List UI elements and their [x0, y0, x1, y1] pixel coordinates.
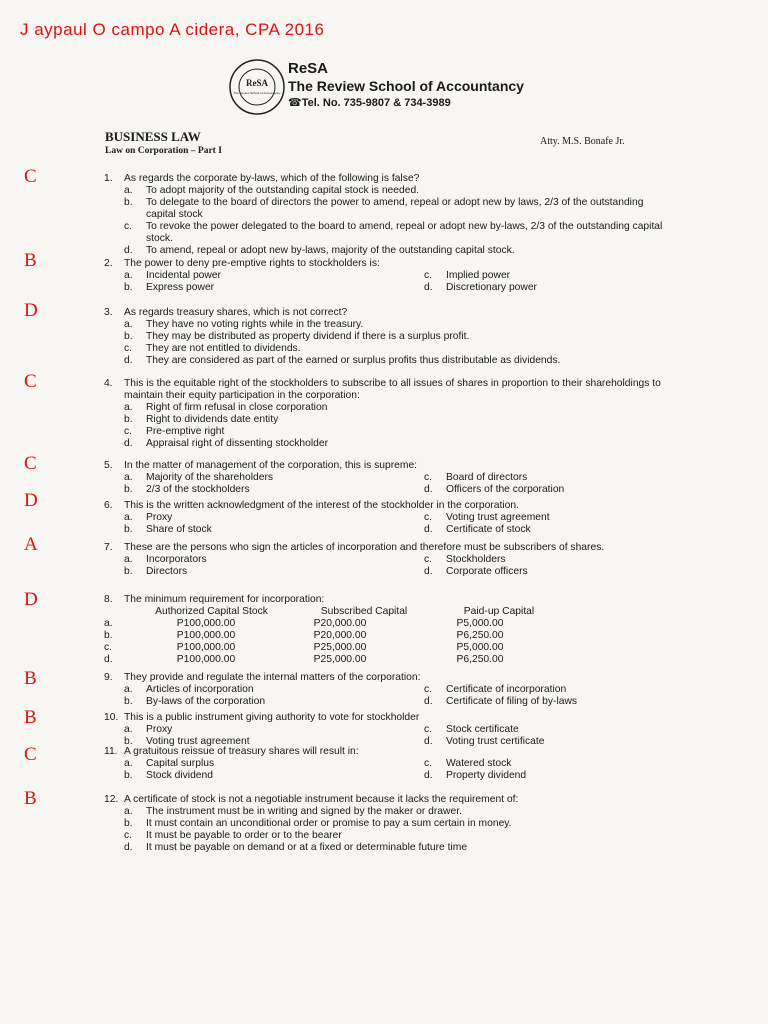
answer-mark-7: A: [24, 534, 38, 555]
answer-mark-9: B: [24, 668, 37, 689]
option-b: b. Voting trust agreement: [124, 736, 250, 747]
question-stem: This is the written acknowledgment of the interest of the stockholder in the corporation.: [124, 500, 519, 511]
question-number: 6.: [104, 500, 113, 511]
question-stem: These are the persons who sign the articles of incorporation and therefore must be subscribers of shares.: [124, 542, 605, 553]
option-b: b. By-laws of the corporation: [124, 696, 266, 707]
question-stem: The power to deny pre-emptive rights to stockholders is:: [124, 258, 380, 269]
option-a: a. Articles of incorporation: [124, 684, 254, 695]
question-stem: The minimum requirement for incorporation:: [124, 594, 325, 605]
question-1: [104, 173, 664, 257]
question-8: [104, 594, 664, 666]
question-stem: This is a public instrument giving authority to vote for stockholder: [124, 712, 420, 723]
option-d: d. Officers of the corporation: [424, 484, 565, 495]
instructor-name: Atty. M.S. Bonafe Jr.: [540, 136, 625, 147]
question-12: [104, 794, 664, 854]
course-title: BUSINESS LAW: [105, 129, 201, 144]
answer-mark-4: C: [24, 371, 37, 392]
option-d: d. Voting trust certificate: [424, 736, 545, 747]
option-b: b. To delegate to the board of directors the power to amend, repeal or adopt new by laws, 2/3 of the outstanding capital stock: [124, 197, 644, 220]
question-number: 8.: [104, 594, 113, 605]
author-credit: J aypaul O campo A cidera, CPA 2016: [20, 20, 325, 39]
school-name: The Review School of Accountancy: [288, 78, 524, 94]
question-6: [104, 500, 664, 536]
option-a: a. Proxy: [124, 512, 173, 523]
question-number: 10.: [104, 712, 119, 723]
answer-mark-1: C: [24, 166, 37, 187]
option-c: c. Stock certificate: [424, 724, 519, 735]
option-b: b. It must contain an unconditional order or promise to pay a sum certain in money.: [124, 818, 512, 829]
school-header: [288, 60, 524, 109]
question-number: 9.: [104, 672, 113, 683]
question-number: 3.: [104, 307, 113, 318]
option-c: c. Pre-emptive right: [124, 426, 225, 437]
option-b: b. Express power: [124, 282, 215, 293]
answer-mark-11: C: [24, 744, 37, 765]
option-a: a. They have no voting rights while in the treasury.: [124, 319, 364, 330]
course-subtitle: Law on Corporation – Part I: [105, 146, 222, 156]
question-number: 2.: [104, 258, 113, 269]
option-d: d. Appraisal right of dissenting stockholder: [124, 438, 329, 449]
option-b: b. 2/3 of the stockholders: [124, 484, 250, 495]
question-stem: A gratuitous reissue of treasury shares will result in:: [124, 746, 359, 757]
answer-mark-3: D: [24, 300, 38, 321]
question-number: 7.: [104, 542, 113, 553]
option-d: d. Certificate of stock: [424, 524, 531, 535]
option-d: d. Discretionary power: [424, 282, 537, 293]
option-c: c. Stockholders: [424, 554, 506, 565]
option-b: b. They may be distributed as property dividend if there is a surplus profit.: [124, 331, 470, 342]
capital-table-header: Authorized Capital Stock Subscribed Capital Paid-up Capital: [155, 606, 535, 617]
option-d: d. Certificate of filing of by-laws: [424, 696, 578, 707]
option-a: a. The instrument must be in writing and signed by the maker or drawer.: [124, 806, 462, 817]
option-a: a. Majority of the shareholders: [124, 472, 274, 483]
question-stem: A certificate of stock is not a negotiable instrument because it lacks the requirement of:: [124, 794, 519, 805]
option-a: a. Capital surplus: [124, 758, 215, 769]
school-short-name: ReSA: [288, 60, 329, 77]
question-9: [104, 672, 664, 708]
answer-mark-8: D: [24, 589, 38, 610]
question-stem: In the matter of management of the corporation, this is supreme:: [124, 460, 418, 471]
option-c: c. To revoke the power delegated to the board to amend, repeal or adopt new by-laws, 2/3 of the outstanding capital stock.: [124, 221, 663, 244]
question-7: [104, 542, 664, 578]
option-c: c. Watered stock: [424, 758, 512, 769]
resa-seal-logo: [228, 58, 286, 116]
answer-mark-10: B: [24, 707, 37, 728]
question-number: 4.: [104, 378, 113, 389]
option-b: b. Share of stock: [124, 524, 212, 535]
option-c: c. Voting trust agreement: [424, 512, 550, 523]
question-number: 5.: [104, 460, 113, 471]
option-c: c. Implied power: [424, 270, 511, 281]
option-a: a. To adopt majority of the outstanding capital stock is needed.: [124, 185, 420, 196]
option-b: b. Directors: [124, 566, 188, 577]
option-d: d. They are considered as part of the earned or surplus profits thus distributable as dividends.: [124, 355, 561, 366]
answer-mark-2: B: [24, 250, 37, 271]
option-d: d. It must be payable on demand or at a fixed or determinable future time: [124, 842, 468, 853]
table-row: d. P100,000.00 P25,000.00 P6,250.00: [104, 654, 504, 665]
question-11: [104, 746, 664, 782]
question-3: [104, 307, 664, 367]
table-row: c. P100,000.00 P25,000.00 P5,000.00: [104, 642, 504, 653]
option-d: d. Corporate officers: [424, 566, 528, 577]
option-c: c. They are not entitled to dividends.: [124, 343, 301, 354]
question-stem: This is the equitable right of the stockholders to subscribe to all issues of shares in proportion to their shareholdings to maintain their equity participation in the corporation:: [124, 378, 661, 401]
option-a: a. Incidental power: [124, 270, 221, 281]
answer-mark-6: D: [24, 490, 38, 511]
option-a: a. Proxy: [124, 724, 173, 735]
option-c: c. It must be payable to order or to the bearer: [124, 830, 342, 841]
table-row: a. P100,000.00 P20,000.00 P5,000.00: [104, 618, 504, 629]
question-4: [104, 378, 664, 450]
question-stem: As regards the corporate by-laws, which of the following is false?: [124, 173, 420, 184]
option-a: a. Incorporators: [124, 554, 207, 565]
seal-sub-text: The Review School of Accountancy: [233, 91, 281, 95]
option-d: d. To amend, repeal or adopt new by-laws, majority of the outstanding capital stock.: [124, 245, 515, 256]
option-d: d. Property dividend: [424, 770, 527, 781]
question-number: 11.: [104, 746, 118, 757]
question-10: [104, 712, 664, 748]
seal-text: ReSA: [246, 78, 268, 88]
option-b: b. Right to dividends date entity: [124, 414, 279, 425]
question-5: [104, 460, 664, 496]
question-number: 1.: [104, 173, 113, 184]
answer-mark-5: C: [24, 453, 37, 474]
answer-mark-12: B: [24, 788, 37, 809]
option-a: a. Right of firm refusal in close corporation: [124, 402, 328, 413]
school-telephone: ☎Tel. No. 735-9807 & 734-3989: [288, 97, 451, 109]
question-stem: As regards treasury shares, which is not correct?: [124, 307, 348, 318]
question-number: 12.: [104, 794, 119, 805]
question-2: [104, 258, 664, 294]
option-c: c. Board of directors: [424, 472, 528, 483]
option-b: b. Stock dividend: [124, 770, 213, 781]
table-row: b. P100,000.00 P20,000.00 P6,250.00: [104, 630, 504, 641]
option-c: c. Certificate of incorporation: [424, 684, 567, 695]
question-stem: They provide and regulate the internal matters of the corporation:: [124, 672, 421, 683]
